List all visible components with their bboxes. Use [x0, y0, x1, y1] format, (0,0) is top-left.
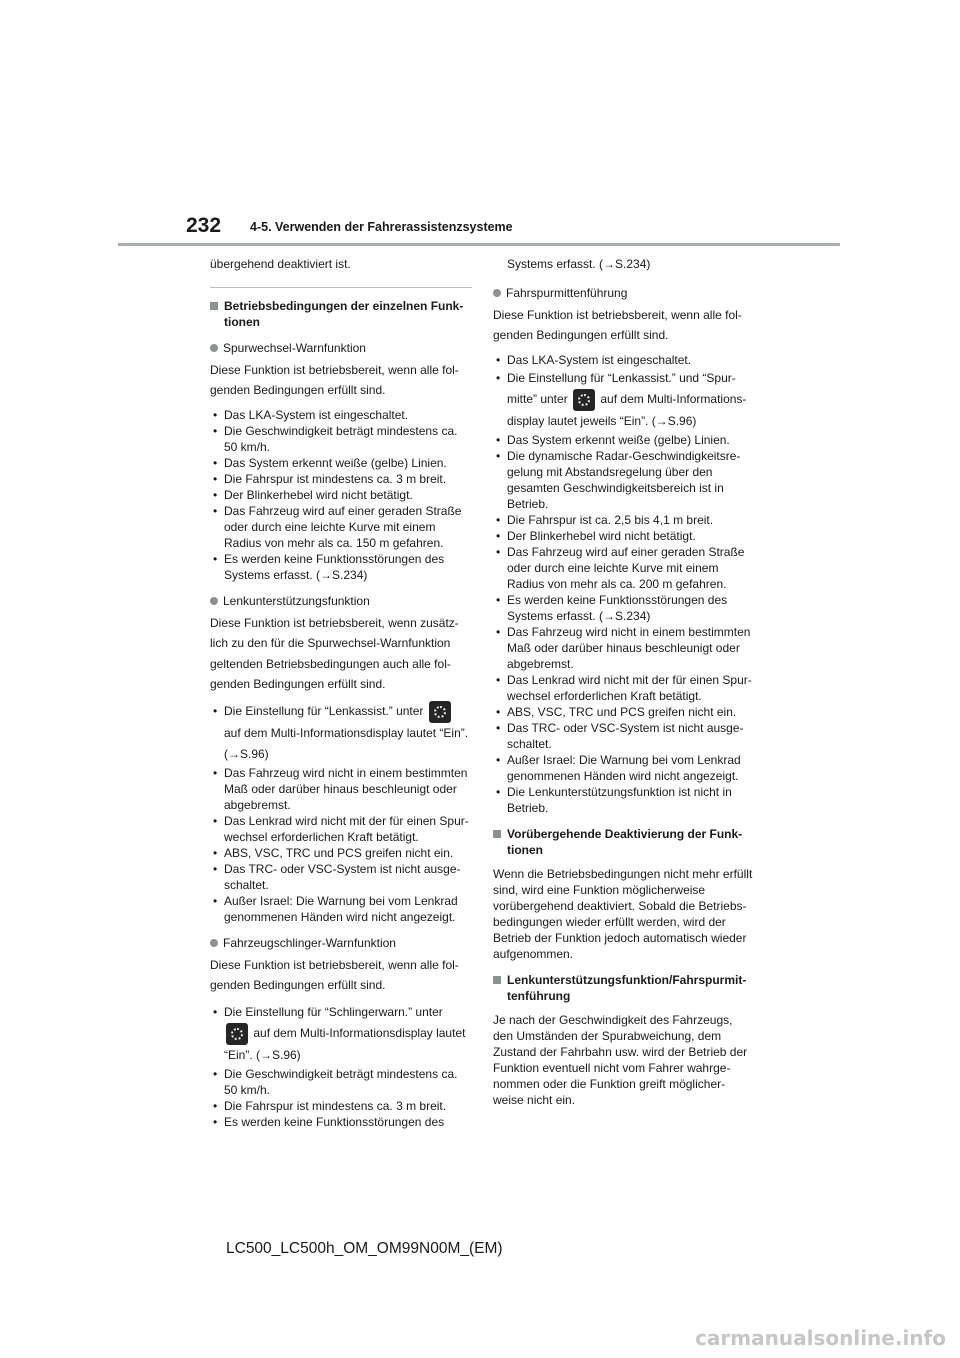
header-divider [118, 243, 840, 246]
list-item: • Das LKA-System ist eingeschaltet. [496, 352, 692, 367]
list-item: • Das TRC- oder VSC-System ist nicht ausge-schaltet. [496, 720, 744, 751]
round-bullet-icon [210, 939, 218, 947]
list-item: • Das TRC- oder VSC-System ist nicht ausge-schaltet. [213, 861, 461, 892]
list-item: • Die Einstellung für “Lenkassist.” und “Spur-mitte” unter auf dem Multi-Informations-display lautet jeweils “Ein”. (→S.96) [496, 370, 747, 428]
page-number: 232 [186, 214, 222, 237]
round-bullet-icon [210, 597, 218, 605]
right-column [493, 254, 753, 1114]
list-item: • Das Lenkrad wird nicht mit der für einen Spur-wechsel erforderlichen Kraft betätigt. [213, 813, 469, 844]
list-item: • ABS, VSC, TRC und PCS greifen nicht ein. [213, 845, 454, 860]
subheading-steering-assist [210, 593, 472, 609]
paragraph: Diese Funktion ist betriebsbereit, wenn alle fol-genden Bedingungen erfüllt sind. [210, 362, 459, 397]
list-item: • Die Geschwindigkeit beträgt mindestens ca. 50 km/h. [213, 423, 458, 454]
square-bullet-icon [493, 830, 501, 838]
heading-text: Lenkunterstützungsfunktion/Fahrspurmit-tenführung [507, 972, 747, 1003]
list-item: • Der Blinkerhebel wird nicht betätigt. [213, 487, 413, 502]
section-divider [210, 287, 472, 288]
list-item: • Die dynamische Radar-Geschwindigkeitsre-gelung mit Abstandsregelung über den gesamten Geschwindigkeitsbereich ist in Betrieb. [496, 448, 741, 511]
page-header [0, 0, 960, 250]
list-item: • Die Einstellung für “Schlingerwarn.” unter auf dem Multi-Informationsdisplay lautet “Ein”. (→S.96) [213, 1004, 466, 1062]
gear-icon [429, 701, 451, 723]
subheading-sway-warning [210, 935, 472, 951]
left-column [210, 254, 472, 1138]
square-bullet-icon [210, 302, 218, 310]
continued-text: Systems erfasst. (→S.234) [507, 257, 651, 271]
list-item: • Das Fahrzeug wird nicht in einem bestimmten Maß oder darüber hinaus beschleunigt oder abgebremst. [213, 765, 468, 812]
list-item: • Das System erkennt weiße (gelbe) Linien. [213, 455, 447, 470]
heading-operating-conditions [210, 298, 472, 330]
list-item: • ABS, VSC, TRC und PCS greifen nicht ein. [496, 704, 737, 719]
list-item: • Es werden keine Funktionsstörungen des [213, 1114, 445, 1129]
round-bullet-icon [493, 289, 501, 297]
gear-icon [573, 389, 595, 411]
intro-text: übergehend deaktiviert ist. [210, 257, 351, 271]
list-item: • Es werden keine Funktionsstörungen des Systems erfasst. (→S.234) [496, 592, 728, 623]
list-item: • Das Fahrzeug wird auf einer geraden Straße oder durch eine leichte Kurve mit einem Radius von mehr als ca. 200 m gefahren. [496, 544, 745, 591]
paragraph: Wenn die Betriebsbedingungen nicht mehr erfüllt sind, wird eine Funktion möglicherweise vorübergehend deaktiviert. Sobald die Betriebs-bedingungen wieder erfüllt werden, wird der Betrieb der Funktion jedoch automatisch wieder aufgenommen. [493, 866, 753, 961]
list-item: • Die Geschwindigkeit beträgt mindestens ca. 50 km/h. [213, 1066, 458, 1097]
heading-text: Betriebsbedingungen der einzelnen Funk-tionen [224, 298, 464, 329]
paragraph: Diese Funktion ist betriebsbereit, wenn alle fol-genden Bedingungen erfüllt sind. [493, 307, 742, 342]
section-title: 4-5. Verwenden der Fahrerassistenzsysteme [250, 220, 513, 234]
list-item: • Das Lenkrad wird nicht mit der für einen Spur-wechsel erforderlichen Kraft betätigt. [496, 672, 752, 703]
list-item: • Außer Israel: Die Warnung bei vom Lenkrad genommenen Händen wird nicht angezeigt. [213, 893, 458, 924]
list-item: • Außer Israel: Die Warnung bei vom Lenkrad genommenen Händen wird nicht angezeigt. [496, 752, 741, 783]
subheading-lane-change-warning [210, 340, 472, 356]
subheading-text: Lenkunterstützungsfunktion [223, 593, 370, 608]
subheading-text: Fahrzeugschlinger-Warnfunktion [223, 935, 396, 950]
gear-icon [226, 1023, 248, 1045]
paragraph: Je nach der Geschwindigkeit des Fahrzeugs, den Umständen der Spurabweichung, dem Zustand der Fahrbahn usw. wird der Betrieb der Funktion eventuell nicht vom Fahrer wahrge-nommen oder die Funktion greift möglicher-weise nicht ein. [493, 1012, 748, 1107]
list-item: • Die Lenkunterstützungsfunktion ist nicht in Betrieb. [496, 784, 732, 815]
condition-list [210, 407, 472, 583]
round-bullet-icon [210, 344, 218, 352]
condition-list [493, 352, 753, 816]
condition-list [210, 701, 472, 925]
list-item: • Die Einstellung für “Lenkassist.” unter auf dem Multi-Informationsdisplay lautet “Ein”. (→S.96) [210, 701, 472, 765]
subheading-lane-centering [493, 285, 753, 301]
watermark: carmanualsonline.info [695, 1326, 946, 1350]
document-code: LC500_LC500h_OM_OM99N00M_(EM) [226, 1240, 503, 1257]
list-item: • Es werden keine Funktionsstörungen des Systems erfasst. (→S.234) [213, 551, 445, 582]
list-item: • Die Fahrspur ist ca. 2,5 bis 4,1 m breit. [496, 512, 714, 527]
paragraph: Diese Funktion ist betriebsbereit, wenn zusätz-lich zu den für die Spurwechsel-Warnfunktion geltenden Betriebsbedingungen auch alle fol-genden Bedingungen erfüllt sind. [210, 615, 459, 691]
subheading-text: Spurwechsel-Warnfunktion [223, 340, 366, 355]
list-item: • Die Fahrspur ist mindestens ca. 3 m breit. [213, 1098, 447, 1113]
heading-temporary-deactivation [493, 826, 753, 858]
list-item: • Das LKA-System ist eingeschaltet. [213, 407, 409, 422]
list-item: • Das Fahrzeug wird nicht in einem bestimmten Maß oder darüber hinaus beschleunigt oder abgebremst. [496, 624, 751, 671]
paragraph: Diese Funktion ist betriebsbereit, wenn alle fol-genden Bedingungen erfüllt sind. [210, 957, 459, 992]
heading-steering-lane-centering [493, 972, 753, 1004]
heading-text: Vorübergehende Deaktivierung der Funk-tionen [507, 826, 743, 857]
condition-list [210, 1002, 472, 1130]
list-item: • Der Blinkerhebel wird nicht betätigt. [496, 528, 696, 543]
list-item: • Das System erkennt weiße (gelbe) Linien. [496, 432, 730, 447]
list-item: • Das Fahrzeug wird auf einer geraden Straße oder durch eine leichte Kurve mit einem Radius von mehr als ca. 150 m gefahren. [213, 503, 462, 550]
square-bullet-icon [493, 976, 501, 984]
list-item: • Die Fahrspur ist mindestens ca. 3 m breit. [213, 471, 447, 486]
subheading-text: Fahrspurmittenführung [506, 285, 628, 300]
